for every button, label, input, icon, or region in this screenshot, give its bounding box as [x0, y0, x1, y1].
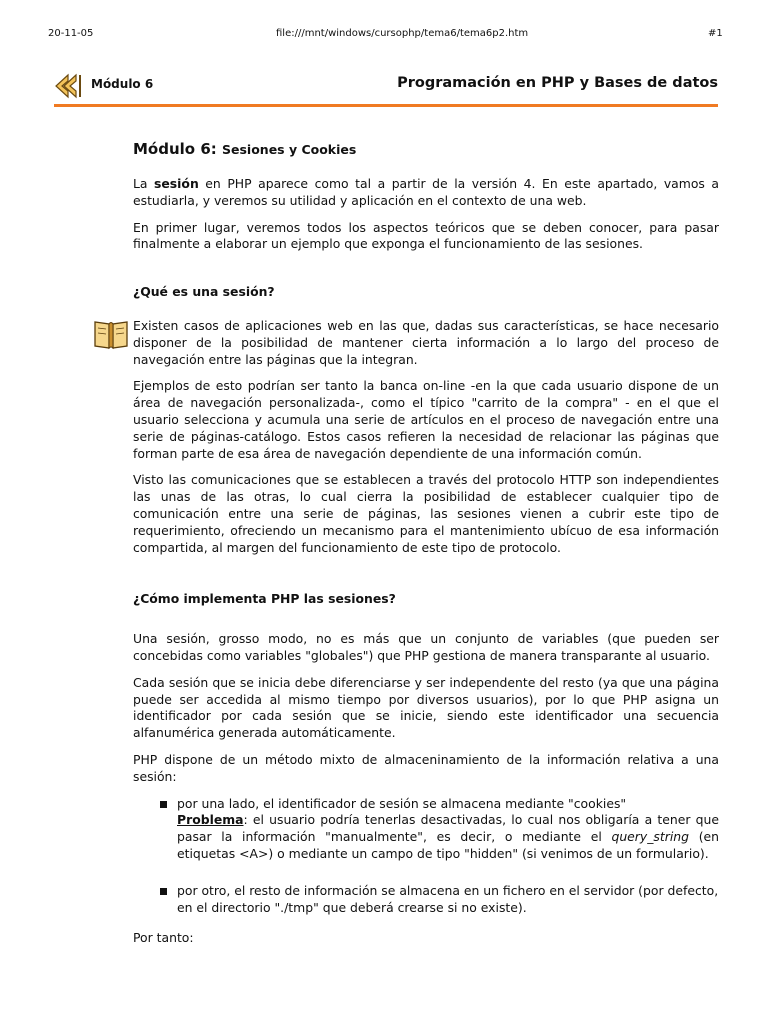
- section-heading-php-sessions: ¿Cómo implementa PHP las sesiones?: [133, 591, 396, 607]
- list-item: [133, 883, 719, 917]
- page-title: [133, 139, 719, 160]
- problem-code: query_string: [611, 829, 690, 845]
- session-paragraph-1: Existen casos de aplicaciones web en las que, dadas sus características, se hace necesario disponer de la posibilidad de mantener cierta información a lo largo del proceso de navegación entre las páginas que la integran.: [133, 317, 719, 367]
- intro-keyword: sesión: [154, 176, 199, 191]
- bullet-text-server: por otro, el resto de información se almacena en un fichero en el servidor (por defecto, en el directorio "./tmp" que deberá crearse si no existe).: [177, 882, 719, 915]
- php-paragraph-1: Una sesión, grosso modo, no es más que un conjunto de variables (que pueden ser concebidas como variables "globales") que PHP gestiona de manera transparante al usuario.: [133, 631, 719, 663]
- section-heading-what-is-session: ¿Qué es una sesión?: [133, 284, 275, 300]
- intro-paragraph-1: [133, 176, 719, 210]
- bullet-text-cookies: por una lado, el identificador de sesión se almacena mediante "cookies": [177, 795, 627, 811]
- php-paragraph-4: Por tanto:: [133, 930, 194, 946]
- problem-note: [177, 812, 719, 862]
- print-date: 20-11-05: [48, 28, 94, 39]
- title-main: Módulo 6:: [133, 140, 217, 158]
- problem-text-b: (en etiquetas <A>) o mediante un campo de tipo "hidden" (si venimos de un formulario).: [177, 829, 720, 861]
- header-divider: [54, 104, 718, 107]
- intro-text-c: en PHP aparece como tal a partir de la versión 4. En este apartado, vamos a estudiarla, y veremos su utilidad y aplicación en el contexto de una web.: [133, 176, 719, 208]
- intro-text-a: La: [133, 176, 155, 191]
- print-header: [0, 28, 768, 42]
- top-bar: [54, 70, 718, 104]
- list-item: [133, 796, 719, 863]
- module-label: Módulo 6: [91, 77, 154, 91]
- back-arrow-icon[interactable]: [54, 72, 84, 100]
- intro-paragraph-2: En primer lugar, veremos todos los aspectos teóricos que se deben conocer, para pasar finalmente a elaborar un ejemplo que exponga el funcionamiento de las sesiones.: [133, 219, 719, 252]
- storage-list: [133, 796, 719, 917]
- php-paragraph-3: PHP dispone de un método mixto de almaceninamiento de la información relativa a una sesión:: [133, 751, 719, 784]
- course-title: Programación en PHP y Bases de datos: [397, 75, 718, 91]
- square-bullet-icon: [160, 888, 167, 895]
- problem-text-a: : el usuario podría tenerlas desactivadas, lo cual nos obligaría a tener que pasar la información "manualmente", es decir, o mediante el: [177, 812, 719, 845]
- print-url: file:///mnt/windows/cursophp/tema6/tema6p2.htm: [276, 28, 529, 39]
- title-sub: Sesiones y Cookies: [222, 142, 357, 157]
- main-content: [133, 139, 719, 947]
- session-paragraph-3: Visto las comunicaciones que se establecen a través del protocolo HTTP son independientes las unas de las otras, lo cual cierra la posibilidad de establecer cualquier tipo de comunicación entre una serie de páginas, las sesiones vienen a cubrir este tipo de requerimiento, ofreciendo un mecanismo para el mantenimiento ubícuo de esa información compartida, al margen del funcionamiento de este tipo de protocolo.: [133, 472, 719, 555]
- problem-label: Problema: [177, 812, 244, 828]
- book-icon: [93, 316, 129, 350]
- square-bullet-icon: [160, 801, 167, 808]
- print-page-number: #1: [708, 28, 723, 39]
- session-paragraph-2: Ejemplos de esto podrían ser tanto la banca on-line -en la que cada usuario dispone de un área de navegación personalizada-, como el típico "carrito de la compra" - en el que el usuario selecciona y acumula una serie de artículos en el proceso de navegación entre una serie de páginas-catálogo. Estos casos refieren la necesidad de relacionar las páginas que forman parte de esa área de navegación dependiente de una información común.: [133, 378, 719, 461]
- php-paragraph-2: Cada sesión que se inicia debe diferenciarse y ser independente del resto (ya que una página puede ser accedida al mismo tiempo por diversos usuarios), por lo que PHP asigna un identificador por cada sesión que se inicie, siendo este identificador una secuencia alfanumérica generada automáticamente.: [133, 674, 719, 741]
